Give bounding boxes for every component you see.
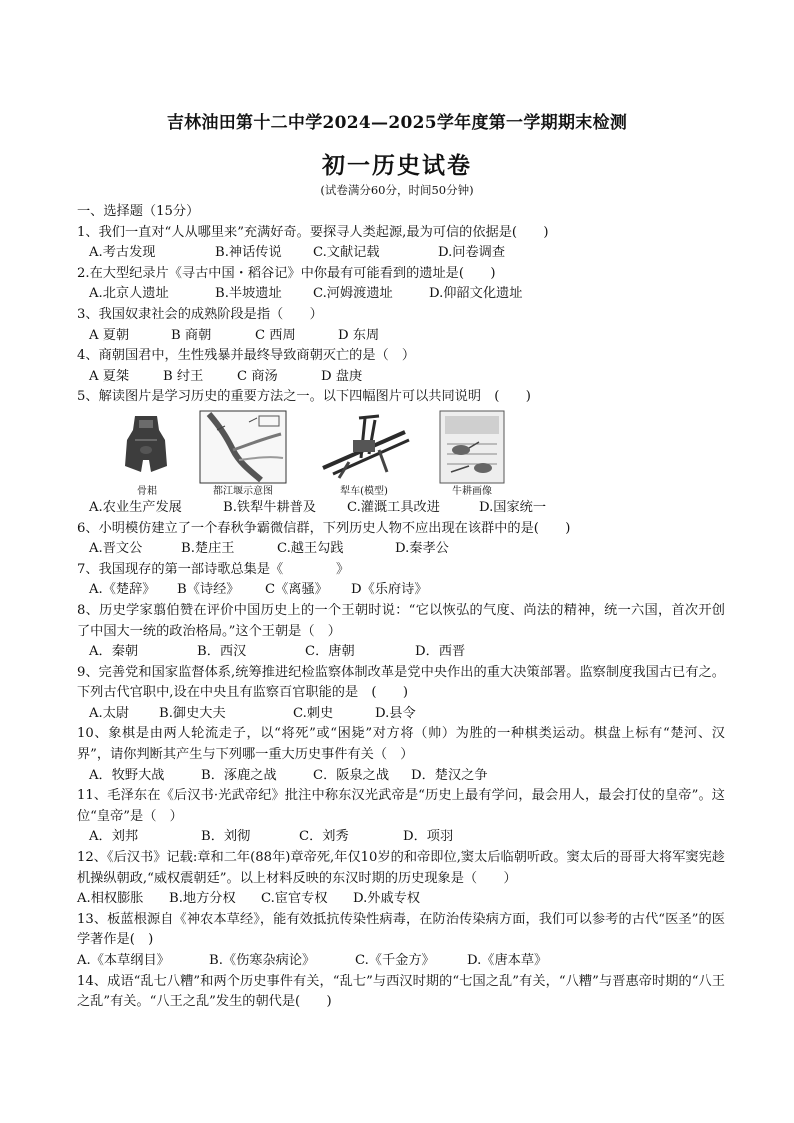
option-4b: B 纣王 bbox=[163, 368, 204, 384]
option-3d: D 东周 bbox=[338, 327, 380, 343]
option-1d: D.问卷调查 bbox=[438, 245, 506, 261]
question-12: 12、《后汉书》记载:章和二年(88年)章帝死,年仅10岁的和帝即位,窦太后临朝听政。窦太后的哥哥大将军窦宪趁机操纵朝政,“威权震朝廷”。以上材料反映的东汉时期的历史现象是（ ） bbox=[77, 850, 725, 886]
exam-content bbox=[77, 202, 725, 1013]
question-3: 3、我国奴隶社会的成熟阶段是指（ ） bbox=[77, 306, 323, 322]
options-2 bbox=[77, 284, 725, 305]
option-10a: A．牧野大战 bbox=[89, 767, 165, 783]
option-13b: B.《伤寒杂病论》 bbox=[209, 953, 316, 968]
question-4: 4、商朝国君中，生性残暴并最终导致商朝灭亡的是（ ） bbox=[77, 348, 416, 364]
options-1 bbox=[77, 243, 725, 264]
option-8d: D．西晋 bbox=[415, 644, 466, 660]
options-12 bbox=[77, 889, 725, 910]
option-7b: B《诗经》 bbox=[177, 582, 240, 598]
option-7d: D《乐府诗》 bbox=[351, 582, 428, 598]
figure-caption: 犁车(模型) bbox=[309, 486, 419, 498]
figure-caption: 骨耜 bbox=[105, 486, 189, 498]
option-11a: A．刘邦 bbox=[89, 829, 139, 845]
exam-title: 初一历史试卷 bbox=[322, 152, 472, 179]
figure-caption: 都江堰示意图 bbox=[199, 486, 287, 498]
options-4 bbox=[77, 367, 725, 388]
options-5 bbox=[77, 498, 725, 519]
section-title: 一、选择题（15分） bbox=[77, 204, 200, 219]
option-12c: C.宦官专权 bbox=[261, 891, 328, 907]
question-7: 7、我国现存的第一部诗歌总集是《 》 bbox=[77, 561, 350, 577]
option-11c: C．刘秀 bbox=[299, 829, 349, 845]
option-7a: A.《楚辞》 bbox=[89, 582, 156, 598]
option-10c: C．阪泉之战 bbox=[313, 767, 390, 783]
option-13a: A.《本草纲目》 bbox=[77, 953, 170, 968]
option-7c: C《离骚》 bbox=[265, 582, 328, 598]
option-12b: B.地方分权 bbox=[169, 891, 236, 907]
option-5d: D.国家统一 bbox=[479, 499, 547, 515]
figure-dujiangyan-map bbox=[199, 410, 287, 498]
figure-ox-plough-painting bbox=[439, 410, 505, 498]
option-2c: C.河姆渡遗址 bbox=[313, 286, 393, 302]
question-14: 14、成语“乱七八糟”和两个历史事件有关，“乱七”与西汉时期的“七国之乱”有关，“八糟”与晋惠帝时期的“八王之乱”有关。“八王之乱”发生的朝代是( ) bbox=[77, 973, 725, 1010]
option-10b: B．涿鹿之战 bbox=[201, 767, 277, 783]
question-5: 5、解读图片是学习历史的重要方法之一。以下四幅图片可以共同说明 ( ) bbox=[77, 389, 531, 405]
option-6a: A.晋文公 bbox=[89, 541, 143, 557]
option-2a: A.北京人遗址 bbox=[89, 286, 169, 302]
option-10d: D．楚汉之争 bbox=[411, 767, 488, 783]
option-13d: D.《唐本草》 bbox=[467, 953, 548, 968]
options-7 bbox=[77, 580, 725, 601]
option-1a: A.考古发现 bbox=[89, 245, 156, 261]
options-11 bbox=[77, 827, 725, 848]
option-6c: C.越王勾践 bbox=[277, 541, 344, 557]
option-1b: B.神话传说 bbox=[215, 245, 282, 261]
option-3c: C 西周 bbox=[255, 327, 296, 343]
option-3a: A 夏朝 bbox=[89, 327, 130, 343]
option-5c: C.灌溉工具改进 bbox=[347, 499, 440, 515]
question-8: 8、历史学家翦伯赞在评价中国历史上的一个王朝时说：“它以恢弘的气度、尚法的精神，统一六国，首次开创了中国大一统的政治格局。”这个王朝是（ ） bbox=[77, 602, 725, 639]
option-6d: D.秦孝公 bbox=[395, 541, 449, 557]
option-9b: B.御史大夫 bbox=[159, 705, 226, 721]
map-icon bbox=[199, 410, 287, 486]
question-6: 6、小明模仿建立了一个春秋争霸微信群，下列历史人物不应出现在该群中的是( ) bbox=[77, 520, 571, 536]
option-5b: B.铁犁牛耕普及 bbox=[223, 499, 317, 515]
option-12d: D.外戚专权 bbox=[353, 891, 421, 907]
options-3 bbox=[77, 326, 725, 347]
question-1: 1、我们一直对“人从哪里来”充满好奇。要探寻人类起源,最为可信的依据是( ) bbox=[77, 224, 549, 240]
painting-icon bbox=[439, 410, 505, 486]
option-6b: B.楚庄王 bbox=[181, 541, 235, 557]
option-4a: A 夏桀 bbox=[89, 368, 130, 384]
school-title: 吉林油田第十二中学2024—2025学年度第一学期期末检测 bbox=[166, 113, 628, 133]
exam-note: (试卷满分60分，时间50分钟) bbox=[320, 183, 474, 197]
options-10 bbox=[77, 766, 725, 787]
plough-icon bbox=[309, 410, 419, 486]
bone-spade-icon bbox=[105, 410, 189, 486]
question-13: 13、板蓝根源自《神农本草经》，能有效抵抗传染性病毒，在防治传染病方面，我们可以参考的古代“医圣”的医学著作是( ) bbox=[77, 911, 725, 948]
figure-caption: 牛耕画像 bbox=[439, 486, 505, 498]
option-3b: B 商朝 bbox=[171, 327, 212, 343]
option-13c: C.《千金方》 bbox=[355, 953, 435, 968]
options-8 bbox=[77, 642, 725, 663]
option-8c: C．唐朝 bbox=[305, 644, 355, 660]
option-8a: A．秦朝 bbox=[89, 644, 139, 660]
option-9a: A.太尉 bbox=[89, 705, 130, 721]
option-1c: C.文献记载 bbox=[313, 245, 380, 261]
option-4d: D 盘庚 bbox=[321, 368, 363, 384]
option-11d: D．项羽 bbox=[403, 829, 454, 845]
options-13 bbox=[77, 951, 725, 972]
options-9 bbox=[77, 704, 725, 725]
option-8b: B．西汉 bbox=[197, 644, 247, 660]
figure-plough-model bbox=[309, 410, 419, 498]
option-5a: A.农业生产发展 bbox=[89, 499, 182, 515]
option-4c: C 商汤 bbox=[237, 368, 278, 384]
option-2b: B.半坡遗址 bbox=[215, 286, 282, 302]
question-10: 10、象棋是由两人轮流走子，以“将死”或“困毙”对方将（帅）为胜的一种棋类运动。棋盘上标有“楚河、汉界”，请你判断其产生与下列哪一重大历史事件有关（ ） bbox=[77, 726, 725, 763]
question-11: 11、毛泽东在《后汉书·光武帝纪》批注中称东汉光武帝是“历史上最有学问，最会用人，最会打仗的皇帝”。这位“皇帝”是（ ） bbox=[77, 788, 725, 824]
option-2d: D.仰韶文化遗址 bbox=[429, 286, 523, 302]
option-12a: A.相权膨胀 bbox=[77, 891, 144, 907]
question-2: 2.在大型纪录片《寻古中国・稻谷记》中你最有可能看到的遗址是( ) bbox=[77, 265, 496, 281]
figure-row bbox=[77, 410, 725, 498]
option-11b: B．刘彻 bbox=[201, 829, 251, 845]
option-9c: C.刺史 bbox=[293, 705, 334, 721]
options-6 bbox=[77, 539, 725, 560]
question-9: 9、完善党和国家监督体系,统筹推进纪检监察体制改革是党中央作出的重大决策部署。监察制度我国古已有之。下列古代官职中,设在中央且有监察百官职能的是 ( ) bbox=[77, 664, 725, 701]
option-9d: D.县令 bbox=[375, 705, 416, 721]
figure-bone-spade bbox=[105, 410, 189, 498]
